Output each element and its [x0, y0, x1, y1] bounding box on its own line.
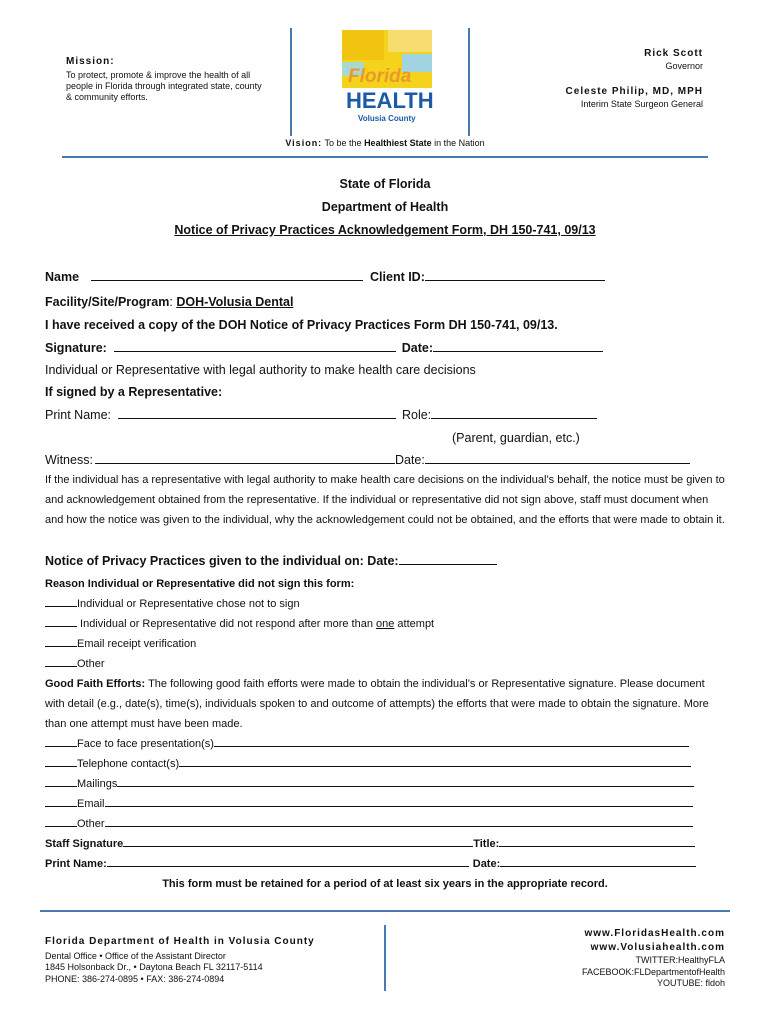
title-state: State of Florida	[339, 177, 431, 191]
governor-title: Governor	[665, 61, 703, 71]
footer-web-florida[interactable]: www.FloridasHealth.com	[584, 928, 725, 939]
footer-web-volusia[interactable]: www.Volusiahealth.com	[590, 942, 725, 953]
footer-phone: PHONE: 386-274-0895 • FAX: 386-274-0894	[45, 973, 225, 984]
officials-block	[566, 48, 703, 110]
reason-option	[45, 596, 300, 612]
client-id-field[interactable]	[425, 269, 605, 281]
header-rule	[62, 156, 708, 158]
effort-row	[45, 776, 694, 792]
footer-twitter: TWITTER:HealthyFLA	[635, 955, 725, 965]
reason-option	[45, 656, 105, 672]
staff-title-label: Title:	[473, 838, 500, 850]
staff-signature-row	[45, 836, 695, 852]
good-faith-label: Good Faith Efforts:	[45, 678, 146, 690]
witness-date-field[interactable]	[425, 452, 690, 464]
effort-row	[45, 796, 693, 812]
print-name-field[interactable]	[118, 407, 396, 419]
facility-row: Facility/Site/Program: DOH-Volusia Dental	[45, 295, 294, 309]
reason-heading: Reason Individual or Representative did not sign this form:	[45, 578, 355, 590]
footer-address: 1845 Holsonback Dr., • Daytona Beach FL 32117-5114	[45, 962, 263, 972]
governor-name: Rick Scott	[644, 48, 703, 59]
staff-print-row	[45, 856, 696, 872]
good-faith-text: The following good faith efforts were made to obtain the individual’s or Representative signature. Please document with detail (e.g., date(s), time(s), individuals spoken to and outcome of attempts) the efforts that were made to obtain the signature. More than one attempt must have been made.	[45, 678, 709, 730]
effort-row	[45, 816, 693, 832]
signature-row: Signature: Date:	[45, 340, 603, 356]
effort-3-blank[interactable]	[45, 777, 77, 787]
signature-label: Signature:	[45, 341, 107, 355]
effort-1-label: Face to face presentation(s)	[77, 738, 214, 750]
name-label: Name	[45, 270, 80, 284]
florida-health-logo	[342, 30, 432, 126]
header-divider-right	[468, 28, 470, 136]
retention-note: This form must be retained for a period of at least six years in the appropriate record.	[162, 878, 608, 890]
vision-statement	[0, 138, 770, 148]
client-id-label: Client ID	[370, 270, 421, 284]
witness-date-label: Date:	[394, 453, 425, 467]
reason-4-label: Other	[77, 658, 105, 670]
title-form	[0, 223, 770, 237]
staff-print-name-field[interactable]	[107, 858, 469, 867]
individual-representative-text: Individual or Representative with legal authority to make health care decisions	[45, 363, 476, 377]
reason-3-blank[interactable]	[45, 637, 77, 647]
effort-1-blank[interactable]	[45, 737, 77, 747]
notice-given-label: Notice of Privacy Practices given to the individual on: Date:	[45, 554, 399, 568]
notice-given-row	[45, 553, 497, 569]
reason-2-label-pre: Individual or Representative did not respond after more than	[77, 618, 377, 630]
reason-option	[45, 636, 196, 652]
effort-4-blank[interactable]	[45, 797, 77, 807]
notice-paragraph: If the individual has a representative with legal authority to make health care decisions on the individual’s behalf, the notice must be given to and acknowledgement obtained from the representative. If the individual or representative did not sign above, staff must document when and how the notice was given to the individual, why the acknowledgement could not be obtained, and the efforts that were made to obtain it.	[45, 474, 725, 526]
vision-label: Vision:	[285, 138, 323, 148]
effort-2-blank[interactable]	[45, 757, 77, 767]
footer-facebook: FACEBOOK:FLDepartmentofHealth	[581, 966, 725, 977]
reason-3-label: Email receipt verification	[77, 638, 197, 650]
staff-title-field[interactable]	[499, 838, 695, 847]
logo-word-health: HEALTH	[346, 88, 434, 113]
effort-2-field[interactable]	[179, 758, 691, 767]
if-signed-heading: If signed by a Representative:	[45, 385, 223, 399]
received-statement: I have received a copy of the DOH Notice of Privacy Practices Form DH 150-741, 09/13.	[45, 318, 558, 332]
reason-4-blank[interactable]	[45, 657, 77, 667]
name-row: Name Client ID:	[45, 269, 605, 285]
vision-text-post: in the Nation	[431, 138, 485, 148]
mission-text: To protect, promote & improve the health of all people in Florida through integrated state, county & community efforts.	[66, 70, 262, 102]
reason-2-label-underline: one	[376, 618, 395, 630]
effort-2-label: Telephone contact(s)	[77, 758, 180, 770]
vision-text-bold: Healthiest State	[364, 138, 432, 148]
footer-dept: Florida Department of Health in Volusia County	[45, 936, 315, 947]
surgeon-title: Interim State Surgeon General	[580, 99, 703, 109]
good-faith-paragraph	[45, 674, 725, 734]
effort-5-label: Other	[77, 818, 105, 830]
signature-date-field[interactable]	[433, 340, 603, 352]
effort-4-label: Email	[77, 798, 105, 810]
role-hint: (Parent, guardian, etc.)	[452, 431, 580, 445]
mission-block	[66, 56, 266, 103]
effort-row	[45, 736, 689, 752]
mission-label: Mission:	[66, 56, 115, 67]
notice-given-date-field[interactable]	[399, 553, 497, 565]
effort-5-blank[interactable]	[45, 817, 77, 827]
footer-office: Dental Office • Office of the Assistant Director	[45, 950, 226, 961]
staff-print-name-label: Print Name:	[45, 858, 107, 870]
facility-value: DOH-Volusia Dental	[176, 295, 294, 309]
date-label: Date	[401, 341, 429, 355]
footer-address-block	[45, 936, 315, 985]
reason-2-blank[interactable]	[45, 617, 77, 627]
print-name-label: Print Name:	[45, 408, 111, 422]
signature-field[interactable]	[114, 340, 396, 352]
footer-youtube: YOUTUBE: fldoh	[656, 978, 725, 988]
witness-label: Witness:	[45, 453, 93, 467]
staff-date-label: Date:	[472, 858, 501, 870]
title-dept: Department of Health	[321, 200, 449, 214]
vision-text-pre: To be the	[322, 138, 365, 148]
effort-1-field[interactable]	[214, 738, 689, 747]
logo-word-florida: Florida	[348, 66, 412, 87]
effort-3-field[interactable]	[117, 778, 694, 787]
reason-2-label-post: attempt	[394, 618, 435, 630]
role-field[interactable]	[431, 407, 597, 419]
staff-signature-field[interactable]	[123, 838, 473, 847]
footer-links-block	[582, 927, 725, 990]
reason-1-blank[interactable]	[45, 597, 77, 607]
reason-1-label: Individual or Representative chose not to sign	[77, 598, 300, 610]
effort-4-field[interactable]	[105, 798, 693, 807]
name-field[interactable]	[91, 269, 363, 281]
staff-date-field[interactable]	[500, 858, 696, 867]
footer-divider	[384, 925, 386, 991]
print-name-row	[45, 407, 597, 423]
facility-label: Facility/Site/Program	[45, 295, 170, 309]
form-title-text: Notice of Privacy Practices Acknowledgement Form, DH 150-741, 09/13	[174, 223, 596, 237]
witness-field[interactable]	[95, 452, 395, 464]
header-divider-left	[290, 28, 292, 136]
surgeon-name: Celeste Philip, MD, MPH	[565, 86, 703, 97]
footer-rule	[40, 910, 730, 912]
witness-row	[45, 452, 690, 468]
effort-row	[45, 756, 691, 772]
reason-option	[45, 616, 434, 632]
logo-county: Volusia County	[358, 114, 416, 123]
staff-signature-label: Staff Signature	[45, 838, 124, 850]
effort-3-label: Mailings	[77, 778, 118, 790]
role-label: Role:	[401, 408, 432, 422]
effort-5-field[interactable]	[105, 818, 693, 827]
